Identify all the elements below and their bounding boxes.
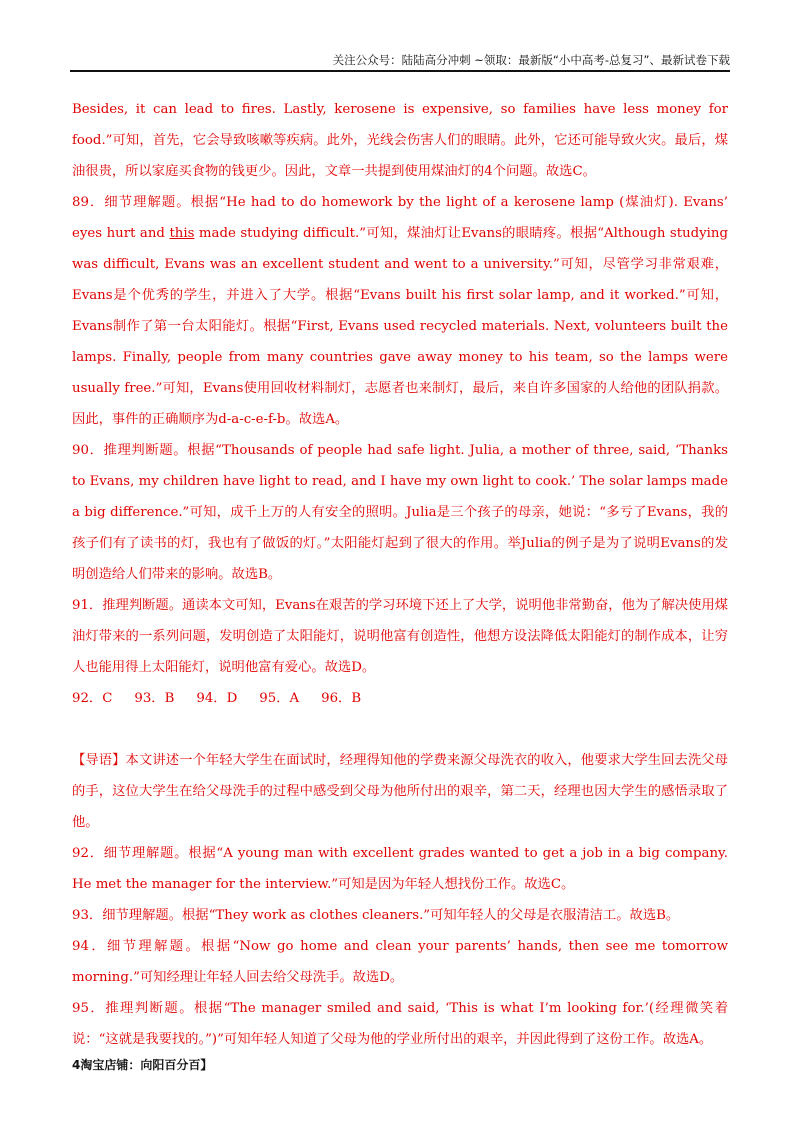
answer-92: 92．细节理解题。根据“A young man with excellent grades wanted to get a job in a big company. He met the manager for the interview.”可知是因为年轻人想找份工作。故选C。 [72,846,728,892]
answer-key-94: 94．D [196,691,238,706]
answer-89 [72,187,728,435]
answer-91: 91．推理判断题。通读本文可知，Evans在艰苦的学习环境下还上了大学，说明他非常勤奋，他为了解决使用煤油灯带来的一系列问题，发明创造了太阳能灯，说明他富有创造性，他想方设法降低太阳能灯的制作成本，让穷人也能用得上太阳能灯，说明他富有爱心。故选D。 [72,598,728,675]
answer-key-93: 93．B [134,691,175,706]
answer-93: 93．细节理解题。根据“They work as clothes cleaners.”可知年轻人的父母是衣服清洁工。故选B。 [72,908,680,923]
answer-95: 95．推理判断题。根据“The manager smiled and said, ‘This is what I’m looking for.’(经理微笑着说：“这就是我要找的。”)”可知年轻人知道了父母为他的学业所付出的艰辛，并因此得到了这份工作。故选A。 [72,1001,728,1047]
answer-94: 94．细节理解题。根据“Now go home and clean your parents’ hands, then see me tomorrow morning.”可知经理让年轻人回去给父母洗手。故选D。 [72,939,728,985]
underlined-word: this [169,226,195,241]
guide-paragraph: 【导语】本文讲述一个年轻大学生在面试时，经理得知他的学费来源父母洗衣的收入，他要求大学生回去洗父母的手，这位大学生在给父母洗手的过程中感受到父母为他所付出的艰辛，第二天，经理也因大学生的感悟录取了他。 [72,753,728,830]
answer-key-92: 92．C [72,691,113,706]
paragraph-continuation: Besides, it can lead to fires. Lastly, kerosene is expensive, so families have less money for food.”可知，首先，它会导致咳嗽等疾病。此外，光线会伤害人们的眼睛。此外，它还可能导致火灾。最后，煤油很贵，所以家庭买食物的钱更少。因此，文章一共提到使用煤油灯的4个问题。故选C。 [72,102,728,179]
answer-89-part-b: made studying difficult.”可知，煤油灯让Evans的眼睛疼。根据“Although studying was difficult, Evans was an excellent student and went to a university.”可知，尽管学习非常艰难，Evans是个优秀的学生，并进入了大学。根据“Evans built his first solar lamp, and it worked.”可知，Evans制作了第一台太阳能灯。根据“First, Evans used recycled materials. Next, volunteers built the lamps. Finally, people from many countries gave away money to his team, so the lamps were usually free.”可知，Evans使用回收材料制灯，志愿者也来制灯，最后，来自许多国家的人给他的团队捐款。因此，事件的正确顺序为d-a-c-e-f-b。故选A。 [72,226,728,427]
header-divider [70,70,730,72]
answer-key-95: 95．A [259,691,300,706]
page-header: 关注公众号：陆陆高分冲刺 ~领取：最新版“小中高考-总复习”、最新试卷下载 [332,53,730,67]
answer-key-96: 96．B [321,691,362,706]
document-body [72,94,728,1055]
answer-89-part-a: 89．细节理解题。根据“He had to do homework by the light of a kerosene lamp (煤油灯). Evans’ eyes hurt and [72,195,728,241]
answer-90: 90．推理判断题。根据“Thousands of people had safe light. Julia, a mother of three, said, ‘Thanks to Evans, my children have light to read, and I have my own light to cook.’ The solar lamps made a big difference.”可知，成千上万的人有安全的照明。Julia是三个孩子的母亲，她说：“多亏了Evans，我的孩子们有了读书的灯，我也有了做饭的灯。”太阳能灯起到了很大的作用。举Julia的例子是为了说明Evans的发明创造给人们带来的影响。故选B。 [72,443,728,582]
page-footer: 4淘宝店铺：向阳百分百】 [72,1058,213,1072]
answer-key-row [72,683,728,714]
